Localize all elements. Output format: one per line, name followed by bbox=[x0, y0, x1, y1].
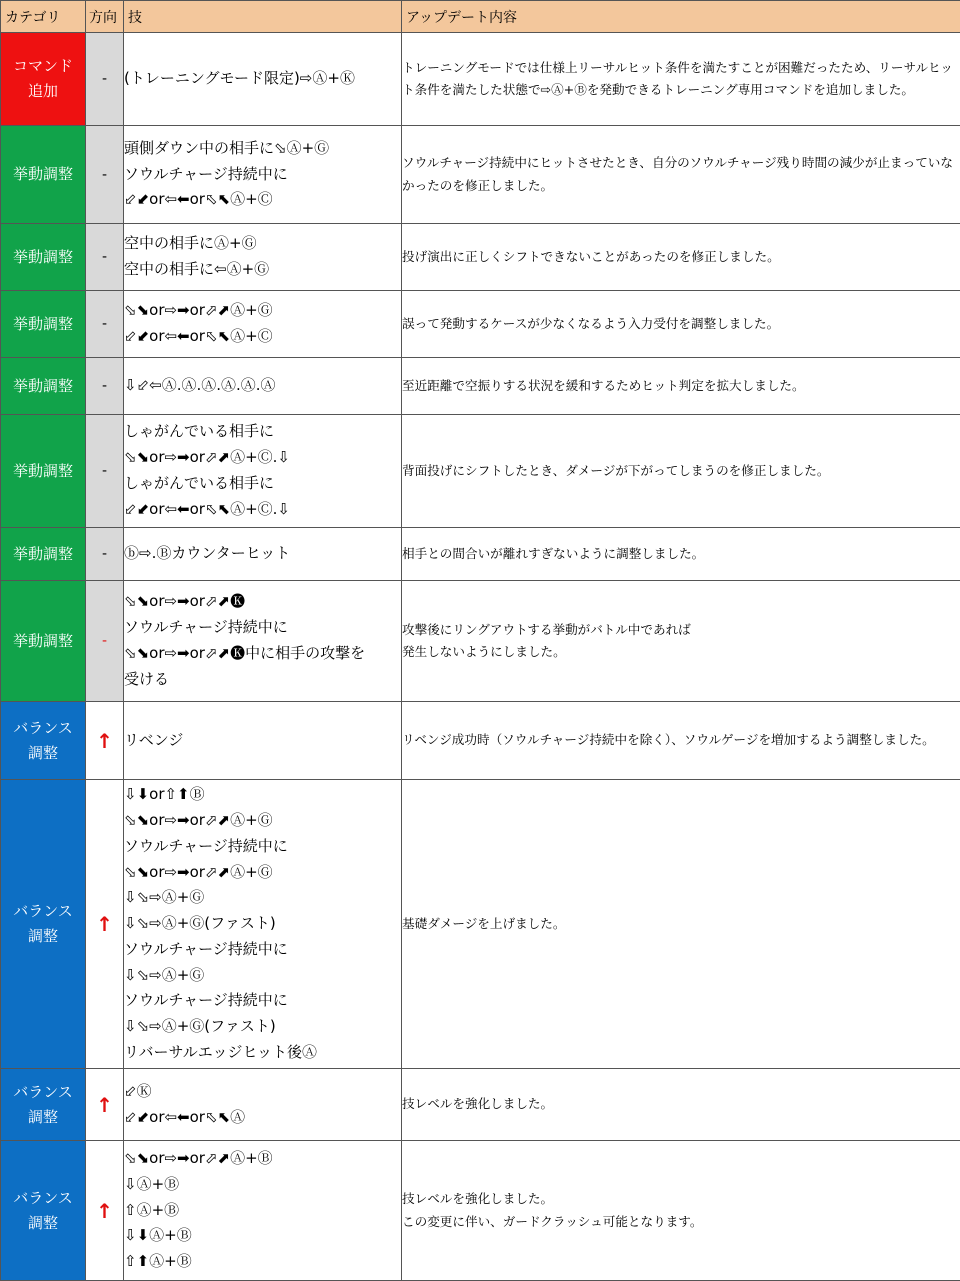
move-cell bbox=[124, 291, 402, 358]
move-line: ⇩⬇Ⓐ+Ⓑ bbox=[124, 1223, 401, 1249]
move-line: ⬃⬋or⇦⬅or⬁⬉Ⓐ+Ⓒ bbox=[124, 324, 401, 350]
move-cell bbox=[124, 33, 402, 126]
direction-cell: - bbox=[86, 33, 124, 126]
header-category: カテゴリ bbox=[1, 1, 86, 33]
table-row bbox=[1, 126, 960, 224]
move-line: 頭側ダウン中の相手に⬂Ⓐ+Ⓖ bbox=[124, 136, 401, 162]
update-content-cell: 相手との間合いが離れすぎないように調整しました。 bbox=[402, 528, 960, 581]
table-row bbox=[1, 1069, 960, 1141]
update-content-cell: トレーニングモードでは仕様上リーサルヒット条件を満たすことが困難だったため、リーサルヒット条件を満たした状態で⇨Ⓐ+Ⓑを発動できるトレーニング専用コマンドを追加しました。 bbox=[402, 33, 960, 126]
move-line: ⇧Ⓐ+Ⓑ bbox=[124, 1198, 401, 1224]
move-line: ⇩⬂⇨Ⓐ+Ⓖ bbox=[124, 885, 401, 911]
move-line: (トレーニングモード限定)⇨Ⓐ+Ⓚ bbox=[124, 66, 401, 92]
move-line: ソウルチャージ持続中に bbox=[124, 988, 401, 1014]
category-cell: バランス 調整 bbox=[1, 1069, 86, 1141]
update-content-cell: 技レベルを強化しました。 bbox=[402, 1069, 960, 1141]
update-content-cell: 攻撃後にリングアウトする挙動がバトル中であれば 発生しないようにしました。 bbox=[402, 581, 960, 702]
table-row bbox=[1, 415, 960, 528]
category-cell: 挙動調整 bbox=[1, 291, 86, 358]
table-row bbox=[1, 224, 960, 291]
table-row bbox=[1, 291, 960, 358]
move-line: ⬂⬊or⇨➡or⬀⬈Ⓐ+Ⓖ bbox=[124, 860, 401, 886]
table-body bbox=[1, 33, 960, 1281]
move-line: ⇧⬆Ⓐ+Ⓑ bbox=[124, 1249, 401, 1275]
move-cell bbox=[124, 126, 402, 224]
header-content: アップデート内容 bbox=[402, 1, 960, 33]
category-cell: 挙動調整 bbox=[1, 126, 86, 224]
category-cell: バランス 調整 bbox=[1, 1141, 86, 1281]
move-line: ⬂⬊or⇨➡or⬀⬈Ⓐ+Ⓒ.⇩ bbox=[124, 445, 401, 471]
move-cell bbox=[124, 780, 402, 1069]
move-line: ⬂⬊or⇨➡or⬀⬈Ⓐ+Ⓖ bbox=[124, 808, 401, 834]
move-line: ⇩⬂⇨Ⓐ+Ⓖ(ファスト) bbox=[124, 911, 401, 937]
update-content-cell: 背面投げにシフトしたとき、ダメージが下がってしまうのを修正しました。 bbox=[402, 415, 960, 528]
move-cell bbox=[124, 528, 402, 581]
table-row bbox=[1, 33, 960, 126]
move-line: ⬃⬋or⇦⬅or⬁⬉Ⓐ bbox=[124, 1105, 401, 1131]
move-line: ソウルチャージ持続中に bbox=[124, 937, 401, 963]
move-line: ソウルチャージ持続中に bbox=[124, 162, 401, 188]
update-content-cell: 至近距離で空振りする状況を緩和するためヒット判定を拡大しました。 bbox=[402, 358, 960, 415]
table-row bbox=[1, 528, 960, 581]
move-line: 空中の相手に⇦Ⓐ+Ⓖ bbox=[124, 257, 401, 283]
move-line: リベンジ bbox=[124, 728, 401, 754]
table-row bbox=[1, 702, 960, 780]
direction-cell: - bbox=[86, 291, 124, 358]
move-line: ⇩⬃⇦Ⓐ.Ⓐ.Ⓐ.Ⓐ.Ⓐ.Ⓐ bbox=[124, 373, 401, 399]
direction-up-icon: ↑ bbox=[86, 1069, 124, 1141]
update-content-cell: 技レベルを強化しました。 この変更に伴い、ガードクラッシュ可能となります。 bbox=[402, 1141, 960, 1281]
move-line: ソウルチャージ持続中に bbox=[124, 834, 401, 860]
move-line: ソウルチャージ持続中に bbox=[124, 615, 401, 641]
category-cell: 挙動調整 bbox=[1, 528, 86, 581]
header-move: 技 bbox=[124, 1, 402, 33]
move-cell bbox=[124, 1141, 402, 1281]
direction-cell: - bbox=[86, 415, 124, 528]
move-line: ⬂⬊or⇨➡or⬀⬈Ⓐ+Ⓖ bbox=[124, 298, 401, 324]
direction-cell: - bbox=[86, 224, 124, 291]
category-cell: バランス 調整 bbox=[1, 702, 86, 780]
move-line: ⇩⬂⇨Ⓐ+Ⓖ(ファスト) bbox=[124, 1014, 401, 1040]
direction-up-icon: ↑ bbox=[86, 1141, 124, 1281]
direction-cell: - bbox=[86, 126, 124, 224]
table-row bbox=[1, 358, 960, 415]
table-row bbox=[1, 780, 960, 1069]
direction-up-icon: ↑ bbox=[86, 702, 124, 780]
move-cell bbox=[124, 358, 402, 415]
table-row bbox=[1, 1141, 960, 1281]
move-line: ⓑ⇨.Ⓑカウンターヒット bbox=[124, 541, 401, 567]
move-line: 空中の相手にⒶ+Ⓖ bbox=[124, 231, 401, 257]
move-line: ⬂⬊or⇨➡or⬀⬈🅚中に相手の攻撃を bbox=[124, 641, 401, 667]
direction-cell: - bbox=[86, 528, 124, 581]
category-cell: 挙動調整 bbox=[1, 358, 86, 415]
move-line: ⇩Ⓐ+Ⓑ bbox=[124, 1172, 401, 1198]
move-line: しゃがんでいる相手に bbox=[124, 471, 401, 497]
move-cell bbox=[124, 581, 402, 702]
direction-cell: - bbox=[86, 358, 124, 415]
move-cell bbox=[124, 1069, 402, 1141]
move-cell bbox=[124, 224, 402, 291]
move-line: ⬃⬋or⇦⬅or⬁⬉Ⓐ+Ⓒ bbox=[124, 187, 401, 213]
move-line: 受ける bbox=[124, 667, 401, 693]
update-content-cell: 誤って発動するケースが少なくなるよう入力受付を調整しました。 bbox=[402, 291, 960, 358]
move-line: ⬃⬋or⇦⬅or⬁⬉Ⓐ+Ⓒ.⇩ bbox=[124, 497, 401, 523]
update-content-cell: 基礎ダメージを上げました。 bbox=[402, 780, 960, 1069]
header-row bbox=[1, 1, 960, 33]
category-cell: 挙動調整 bbox=[1, 415, 86, 528]
update-content-cell: ソウルチャージ持続中にヒットさせたとき、自分のソウルチャージ残り時間の減少が止まっていなかったのを修正しました。 bbox=[402, 126, 960, 224]
direction-cell: - bbox=[86, 581, 124, 702]
move-line: ⬃Ⓚ bbox=[124, 1079, 401, 1105]
category-cell: 挙動調整 bbox=[1, 581, 86, 702]
move-line: ⬂⬊or⇨➡or⬀⬈🅚 bbox=[124, 589, 401, 615]
direction-up-icon: ↑ bbox=[86, 780, 124, 1069]
table-row bbox=[1, 581, 960, 702]
move-line: リバーサルエッジヒット後Ⓐ bbox=[124, 1040, 401, 1066]
move-line: ⇩⬇or⇧⬆Ⓑ bbox=[124, 782, 401, 808]
move-line: ⇩⬂⇨Ⓐ+Ⓖ bbox=[124, 963, 401, 989]
category-cell: 挙動調整 bbox=[1, 224, 86, 291]
category-cell: バランス 調整 bbox=[1, 780, 86, 1069]
update-content-cell: リベンジ成功時（ソウルチャージ持続中を除く）、ソウルゲージを増加するよう調整しました。 bbox=[402, 702, 960, 780]
move-line: しゃがんでいる相手に bbox=[124, 419, 401, 445]
update-content-cell: 投げ演出に正しくシフトできないことがあったのを修正しました。 bbox=[402, 224, 960, 291]
move-cell bbox=[124, 415, 402, 528]
move-line: ⬂⬊or⇨➡or⬀⬈Ⓐ+Ⓑ bbox=[124, 1146, 401, 1172]
header-direction: 方向 bbox=[86, 1, 124, 33]
category-cell: コマンド 追加 bbox=[1, 33, 86, 126]
move-cell bbox=[124, 702, 402, 780]
